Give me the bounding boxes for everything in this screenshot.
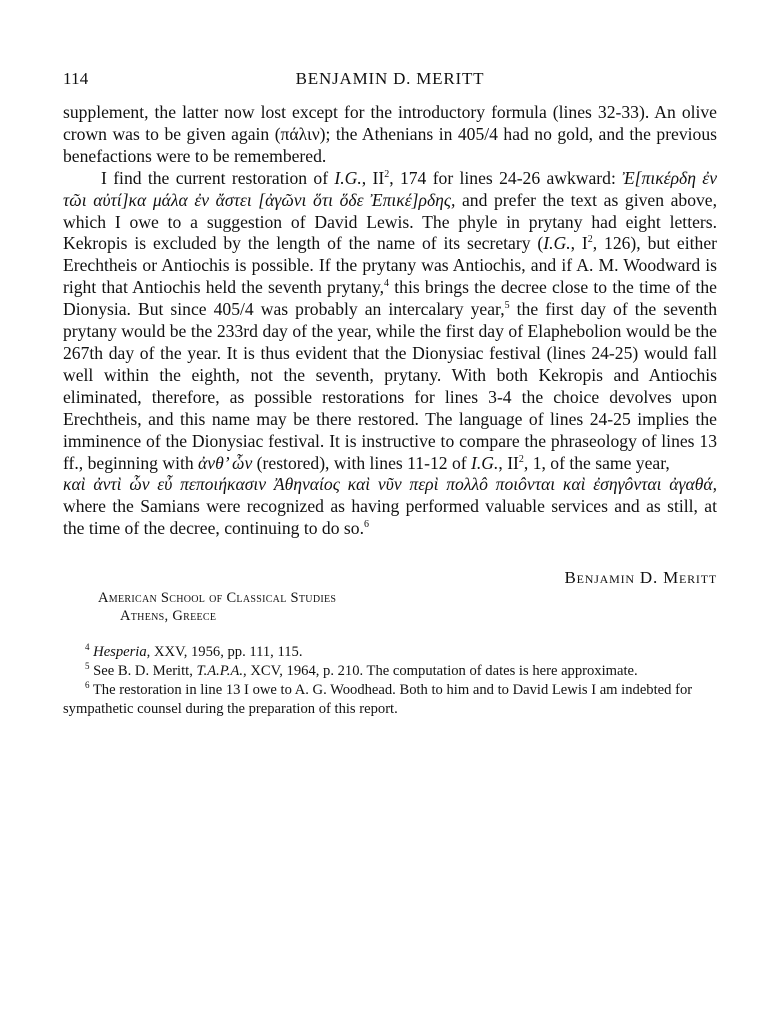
superscript: 2 (384, 168, 390, 180)
footnote-4 (63, 643, 723, 662)
text-run: (restored), with lines 11-12 of (252, 452, 472, 473)
affiliation-line-1: American School of Classical Studies (98, 590, 337, 606)
footnote-ref-6: 6 (363, 519, 369, 531)
affiliation-line-2: Athens, Greece (120, 608, 217, 624)
footnote-6 (63, 681, 723, 719)
text-run: , II (361, 167, 385, 188)
body-text (63, 102, 717, 540)
superscript: 2 (587, 234, 593, 246)
footnote-5 (63, 662, 723, 681)
page-number: 114 (63, 69, 89, 88)
author-signature: Benjamin D. Meritt (564, 568, 717, 587)
text-run: , I (570, 233, 588, 254)
footnote-text: , XCV, 1964, p. 210. The computation of dates is here approximate. (243, 663, 638, 679)
paragraph-1 (63, 102, 717, 168)
superscript: 2 (518, 453, 524, 465)
footnote-journal-title: Hesperia (93, 644, 147, 660)
running-title: BENJAMIN D. MERITT (295, 69, 485, 88)
footnote-text: , XXV, 1956, pp. 111, 115. (146, 644, 303, 660)
text-run: this brings the decree close to the time of the Dionysia. But since 405/4 was probably an intercalary year, (63, 277, 717, 320)
running-header (63, 69, 717, 89)
text-run: , 126), but either Erechtheis or Antiochis is possible. If the prytany was Antiochis, and if A. M. Woodward is right that Antiochis held the seventh prytany, (63, 233, 717, 298)
footnotes (63, 643, 723, 719)
paragraph-1-text: supplement, the latter now lost except for the introductory formula (lines 32-33). An olive crown was to be given again (πάλιν); the Athenians in 405/4 had no gold, and the previous benefactions were to be remembered. (63, 102, 717, 166)
citation-abbrev: I.G. (334, 167, 362, 188)
footnote-mark: 5 (85, 661, 90, 671)
citation-abbrev: I.G. (543, 233, 571, 254)
text-run: the first day of the seventh prytany would be the 233rd day of the year, while the first day of Elaphebolion would be the 267th day of the year. It is thus evident that the Dionysiac festival (lines 24-25) would fall well within the eighth, not the seventh, prytany. With both Kekropis and Antiochis eliminated, therefore, as possible restorations for lines 3-4 the choice devolves upon Erechtheis, and this name may be there restored. The language of lines 24-25 implies the imminence of the Dionysiac festival. It is instructive to compare the phraseology of lines 13 ff., beginning with (63, 299, 717, 473)
footnote-mark: 6 (85, 680, 90, 690)
text-run: and prefer the text as given above, which I owe to a suggestion of David Lewis. The phyle in prytany had eight letters. Kekropis is excluded by the length of the name of its secretary ( (63, 189, 718, 254)
greek-phrase: ἀνθ’ ὧν (198, 452, 253, 473)
text-run: , 1, of the same year, (523, 452, 670, 473)
affiliation (98, 589, 336, 625)
footnote-text: The restoration in line 13 I owe to A. G. Woodhead. Both to him and to David Lewis I am indebted for sympathetic counsel during the preparation of this report. (63, 682, 693, 717)
text-run: , II (498, 452, 519, 473)
text-run: where the Samians were recognized as having performed valuable services and as still, at the time of the decree, continuing to do so. (63, 496, 717, 539)
paragraph-2 (63, 168, 717, 475)
citation-abbrev: I.G. (471, 452, 499, 473)
footnote-text: See B. D. Meritt, (93, 663, 197, 679)
paragraph-3 (63, 474, 717, 540)
greek-quotation: Ἐ[πικέρδη ἐν τῶι αὐτί]κα μάλα ἐν ἄστει [ἀγῶνι ὅτι ὅδε Ἐπικέ]ρδης, (63, 167, 718, 210)
footnote-mark: 4 (85, 642, 90, 652)
text-run: , 174 for lines 24-26 awkward: (389, 167, 623, 188)
text-run: I find the current restoration of (101, 167, 335, 188)
footnote-journal-title: T.A.P.A. (196, 663, 244, 679)
footnote-ref-5: 5 (504, 300, 510, 312)
footnote-ref-4: 4 (384, 278, 390, 290)
greek-quotation: καὶ ἀντὶ ὧν εὖ πεποιήκασιν Ἀθηναίος καὶ νῦν περὶ πολλô ποιôνται καὶ ἐσηγôνται ἀγαθά, (63, 474, 717, 495)
